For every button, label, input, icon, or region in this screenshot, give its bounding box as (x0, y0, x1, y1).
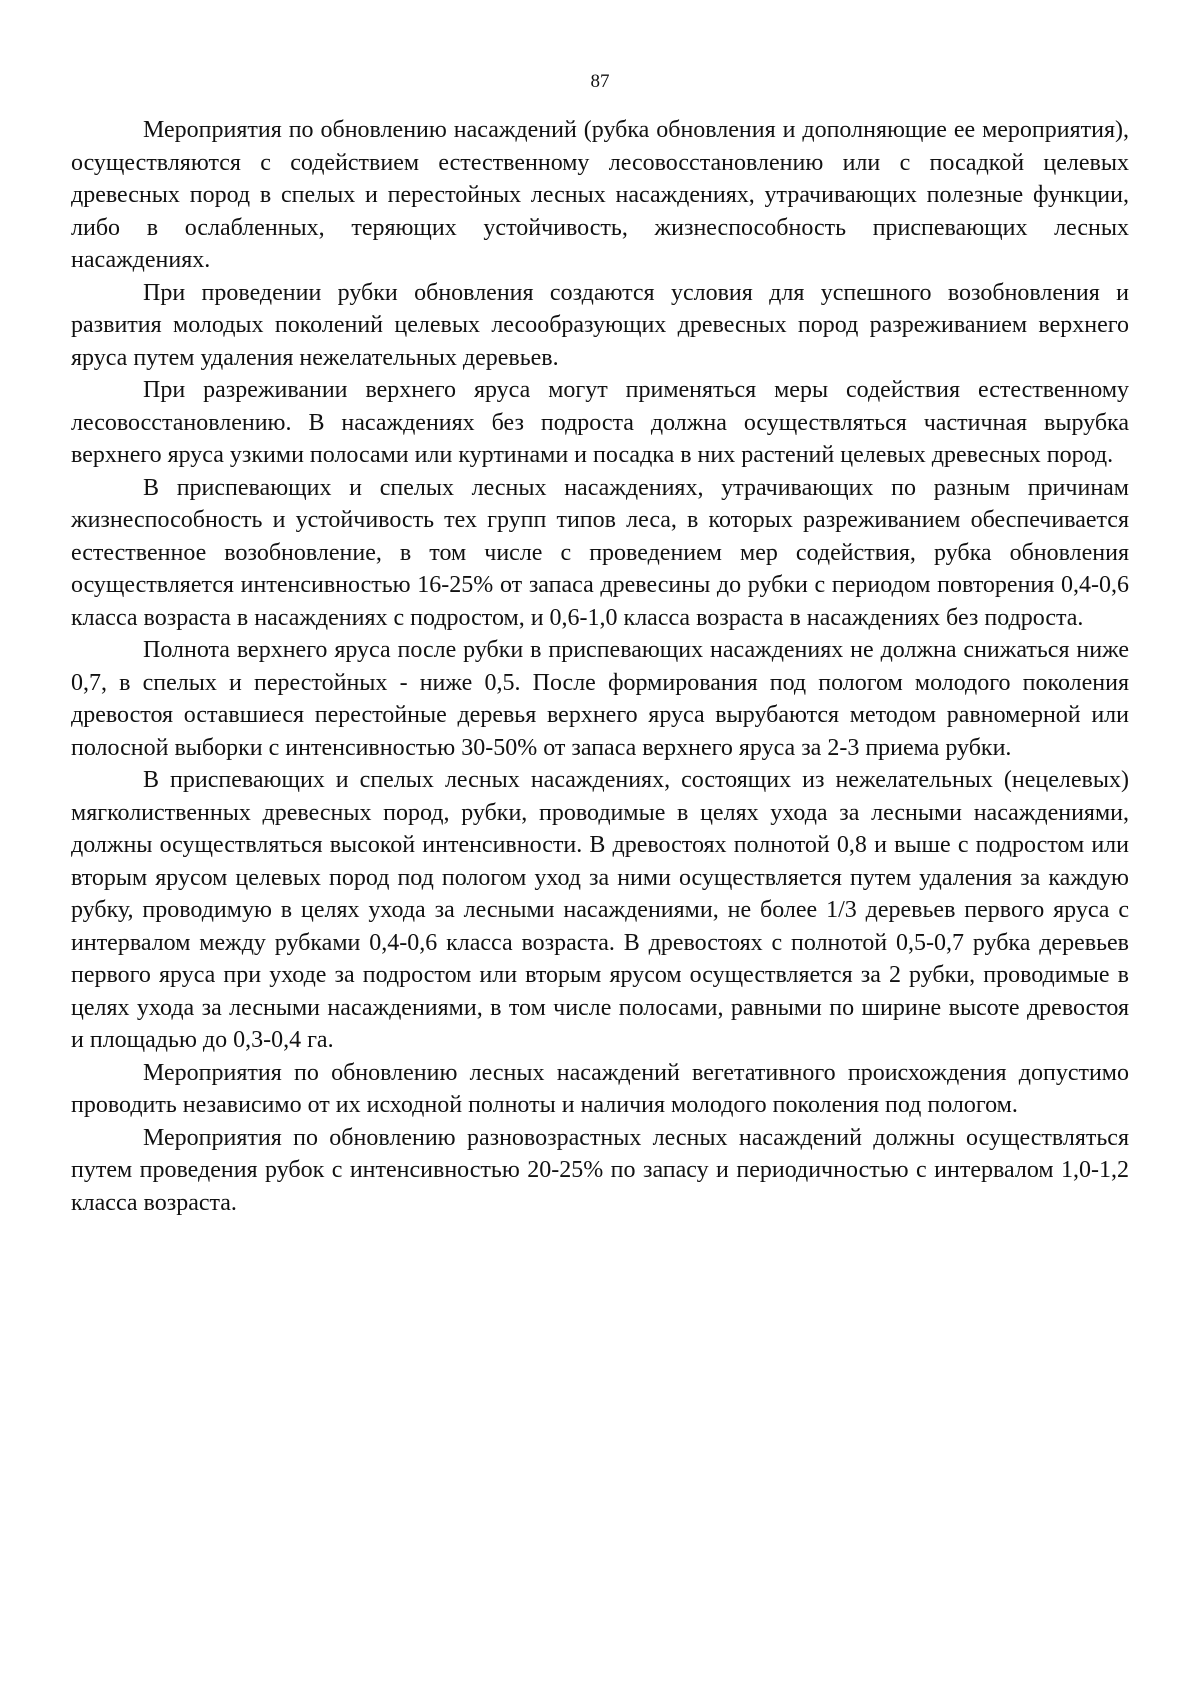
paragraph: Мероприятия по обновлению разновозрастных лесных насаждений должны осуществляться путем проведения рубок с интенсивностью 20-25% по запасу и периодичностью с интервалом 1,0-1,2 класса возраста. (71, 1124, 1129, 1216)
paragraph: При разреживании верхнего яруса могут применяться меры содействия естественному лесовосстановлению. В насаждениях без подроста должна осуществляться частичная вырубка верхнего яруса узкими полосами или куртинами и посадка в них растений целевых древесных пород. (71, 377, 1129, 468)
paragraph: В приспевающих и спелых лесных насаждениях, состоящих из нежелательных (нецелевых) мягколиственных древесных пород, рубки, проводимые в целях ухода за лесными насаждениями, должны осуществляться высокой интенсивности. В древостоях полнотой 0,8 и выше с подростом или вторым ярусом целевых пород под пологом уход за ними осуществляется путем удаления за каждую рубку, проводимую в целях ухода за лесными насаждениями, не более 1/3 деревьев первого яруса с интервалом между рубками 0,4-0,6 класса возраста. В древостоях с полнотой 0,5-0,7 рубка деревьев первого яруса при уходе за подростом или вторым ярусом осуществляется за 2 рубки, проводимые в целях ухода за лесными насаждениями, в том числе полосами, равными по ширине высоте древостоя и площадью до 0,3-0,4 га. (71, 767, 1129, 1053)
paragraph: Мероприятия по обновлению насаждений (рубка обновления и дополняющие ее мероприятия), осуществляются с содействием естественному лесовосстановлению или с посадкой целевых древесных пород в спелых и перестойных лесных насаждениях, утрачивающих полезные функции, либо в ослабленных, теряющих устойчивость, жизнеспособность приспевающих лесных насаждениях. (71, 117, 1129, 273)
page-number: 87 (590, 71, 610, 92)
paragraph: Мероприятия по обновлению лесных насаждений вегетативного происхождения допустимо проводить независимо от их исходной полноты и наличия молодого поколения под пологом. (71, 1059, 1129, 1118)
paragraph: В приспевающих и спелых лесных насаждениях, утрачивающих по разным причинам жизнеспособность и устойчивость тех групп типов леса, в которых разреживанием обеспечивается естественное возобновление, в том числе с проведением мер содействия, рубка обновления осуществляется интенсивностью 16-25% от запаса древесины до рубки с периодом повторения 0,4-0,6 класса возраста в насаждениях с подростом, и 0,6-1,0 класса возраста в насаждениях без подроста. (71, 474, 1129, 631)
paragraph: Полнота верхнего яруса после рубки в приспевающих насаждениях не должна снижаться ниже 0,7, в спелых и перестойных - ниже 0,5. После формирования под пологом молодого поколения древостоя оставшиеся перестойные деревья верхнего яруса вырубаются методом равномерной или полосной выборки с интенсивностью 30-50% от запаса верхнего яруса за 2-3 приема рубки. (71, 637, 1129, 761)
body-text (71, 114, 1129, 1219)
paragraph: При проведении рубки обновления создаются условия для успешного возобновления и развития молодых поколений целевых лесообразующих древесных пород разреживанием верхнего яруса путем удаления нежелательных деревьев. (71, 279, 1129, 371)
